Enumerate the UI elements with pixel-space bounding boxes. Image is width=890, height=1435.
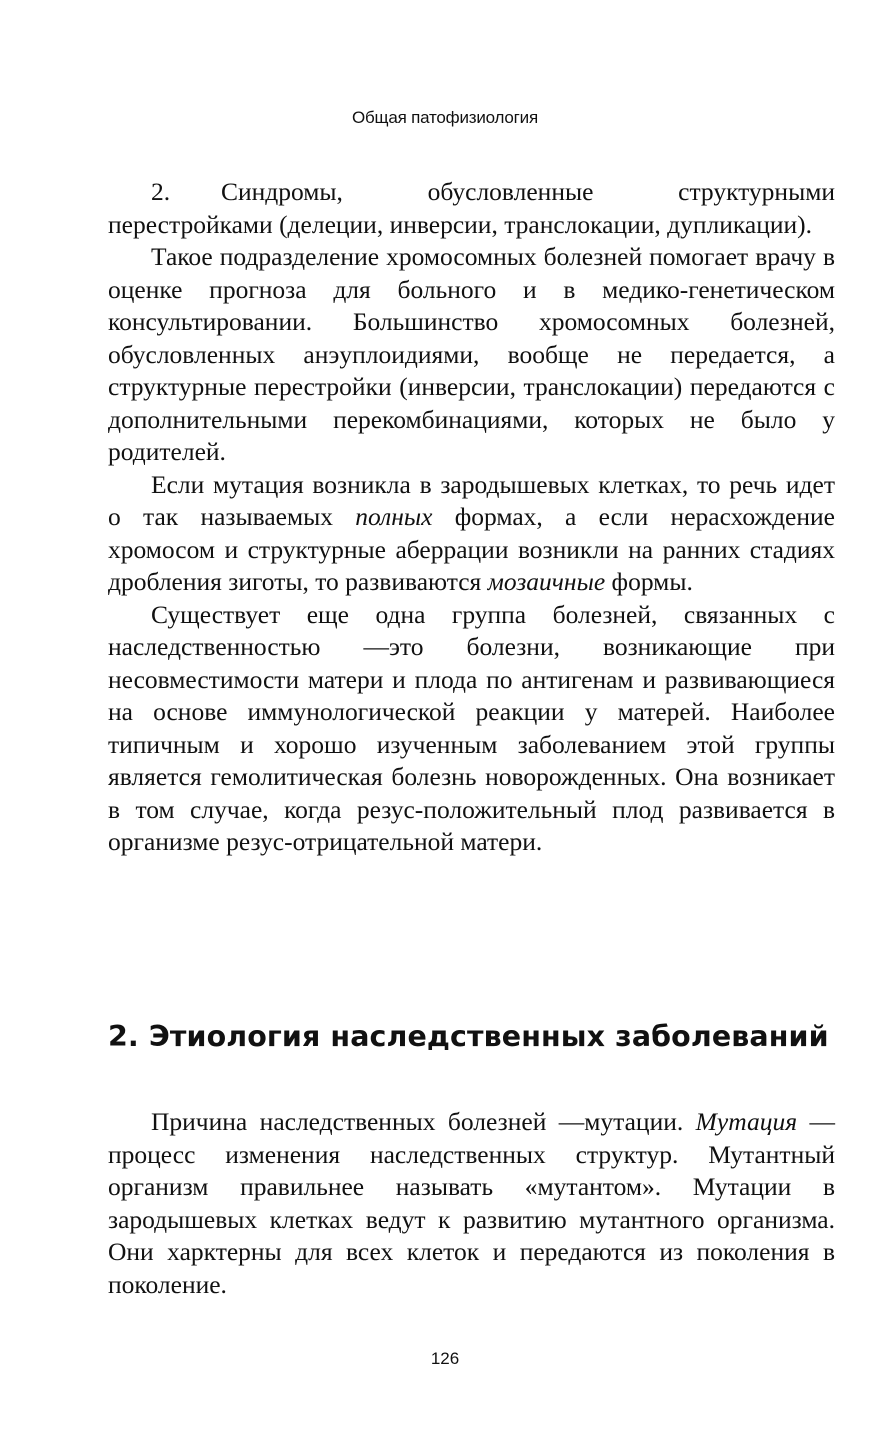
italic-term-mosaic: мозаичные (487, 567, 606, 596)
paragraph-incompatibility: Существует еще одна группа болезней, связанных с наследственностью —это болезни, возникающие при несовместимости матери и плода по антигенам и развивающиеся на основе иммунологической реакции у матерей. Наиболее типичным и хорошо изученным заболеванием этой группы является гемолитическая болезнь новорожденных. Она возникает в том случае, когда резус-положительный плод развивается в организме резус-отрицательной матери. (108, 599, 835, 856)
running-head: Общая патофизиология (352, 108, 538, 127)
body-text-block-2 (108, 1106, 835, 1301)
list-item-2 (108, 176, 835, 241)
paragraph-mutation-cause (108, 1106, 835, 1301)
paragraph-subdivision: Такое подразделение хромосомных болезней помогает врачу в оценке прогноза для больного и в медико-генетическом консультировании. Большинство хромосомных болезней, обусловленных анэуплоидиями, вообще не передается, а структурные перестройки (инверсии, транслокации) передаются с дополнительными перекомбинациями, которых не было у родителей. (108, 242, 835, 466)
list-item-number: 2. (151, 177, 171, 206)
paragraph-text: Причина наследственных болезней —мутации. (151, 1107, 696, 1136)
paragraph-text: формах, а если нерасхождение хромосом и структурные аберрации возникли на ранних стадиях дробления зиготы, то развиваются (108, 502, 835, 596)
italic-term-full: полных (355, 502, 433, 531)
section-heading: 2. Этиология наследственных заболеваний (108, 1020, 829, 1053)
paragraph-mutation-forms (108, 469, 835, 599)
body-text-block-1 (108, 176, 835, 859)
paragraph-text: формы. (605, 567, 693, 596)
paragraph-text: —процесс изменения наследственных структур. Мутантный организм правильнее называть «мутантом». Мутации в зародышевых клетках ведут к развитию мутантного организма. Они харктерны для всех клеток и передаются из поколения в поколение. (108, 1107, 835, 1299)
italic-term-mutation: Мутация (695, 1107, 798, 1136)
list-item-text: Синдромы, обусловленные структурными перестройками (делеции, инверсии, транслокации, дупликации). (108, 177, 835, 239)
page-number: 126 (430, 1349, 460, 1368)
paragraph-text: Если мутация возникла в зародышевых клетках, то речь идет о так называемых (108, 469, 835, 531)
